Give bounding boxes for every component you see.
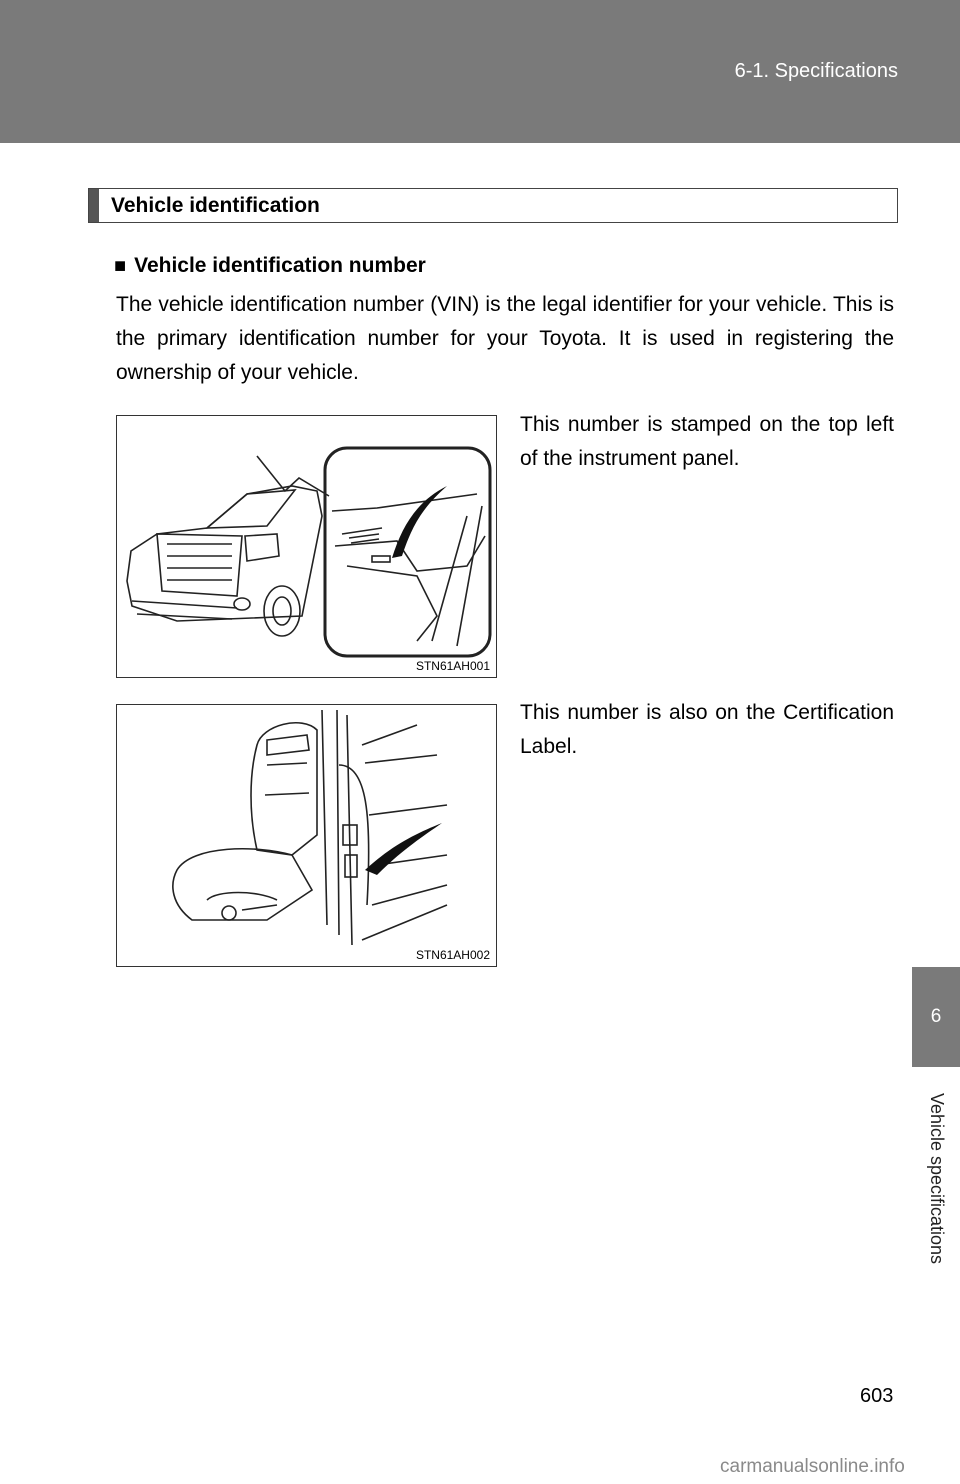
chapter-side-label: [912, 1068, 960, 1293]
chapter-tab[interactable]: 6: [912, 967, 960, 1067]
figure-code: STN61AH002: [415, 948, 490, 962]
seat-door-illustration: [117, 705, 496, 966]
watermark: carmanualsonline.info: [720, 1456, 905, 1477]
page-number: 603: [860, 1385, 894, 1407]
chapter-title: Vehicle specifications: [927, 1092, 947, 1265]
square-bullet-icon: ■: [114, 255, 127, 277]
title-accent-bar: [89, 189, 99, 222]
figure2-caption: This number is also on the Certification Label.: [520, 701, 894, 758]
figure-certification-label: [116, 704, 497, 967]
section-title: Vehicle identification: [111, 194, 320, 217]
body-paragraph: The vehicle identification number (VIN) is the legal identifier for your vehicle. This is the primary identification number for your Toyota. It is used in registering the ownership of your vehicle.: [116, 293, 894, 384]
subheading-text: Vehicle identification number: [134, 254, 426, 277]
section-label: 6-1. Specifications: [734, 60, 898, 82]
section-title-box: [88, 188, 898, 223]
figure1-caption: This number is stamped on the top left of the instrument panel.: [520, 413, 894, 470]
figure-instrument-panel: [116, 415, 497, 678]
subheading: [114, 254, 426, 278]
figure-code: STN61AH001: [415, 659, 490, 673]
truck-dashboard-illustration: [117, 416, 496, 677]
